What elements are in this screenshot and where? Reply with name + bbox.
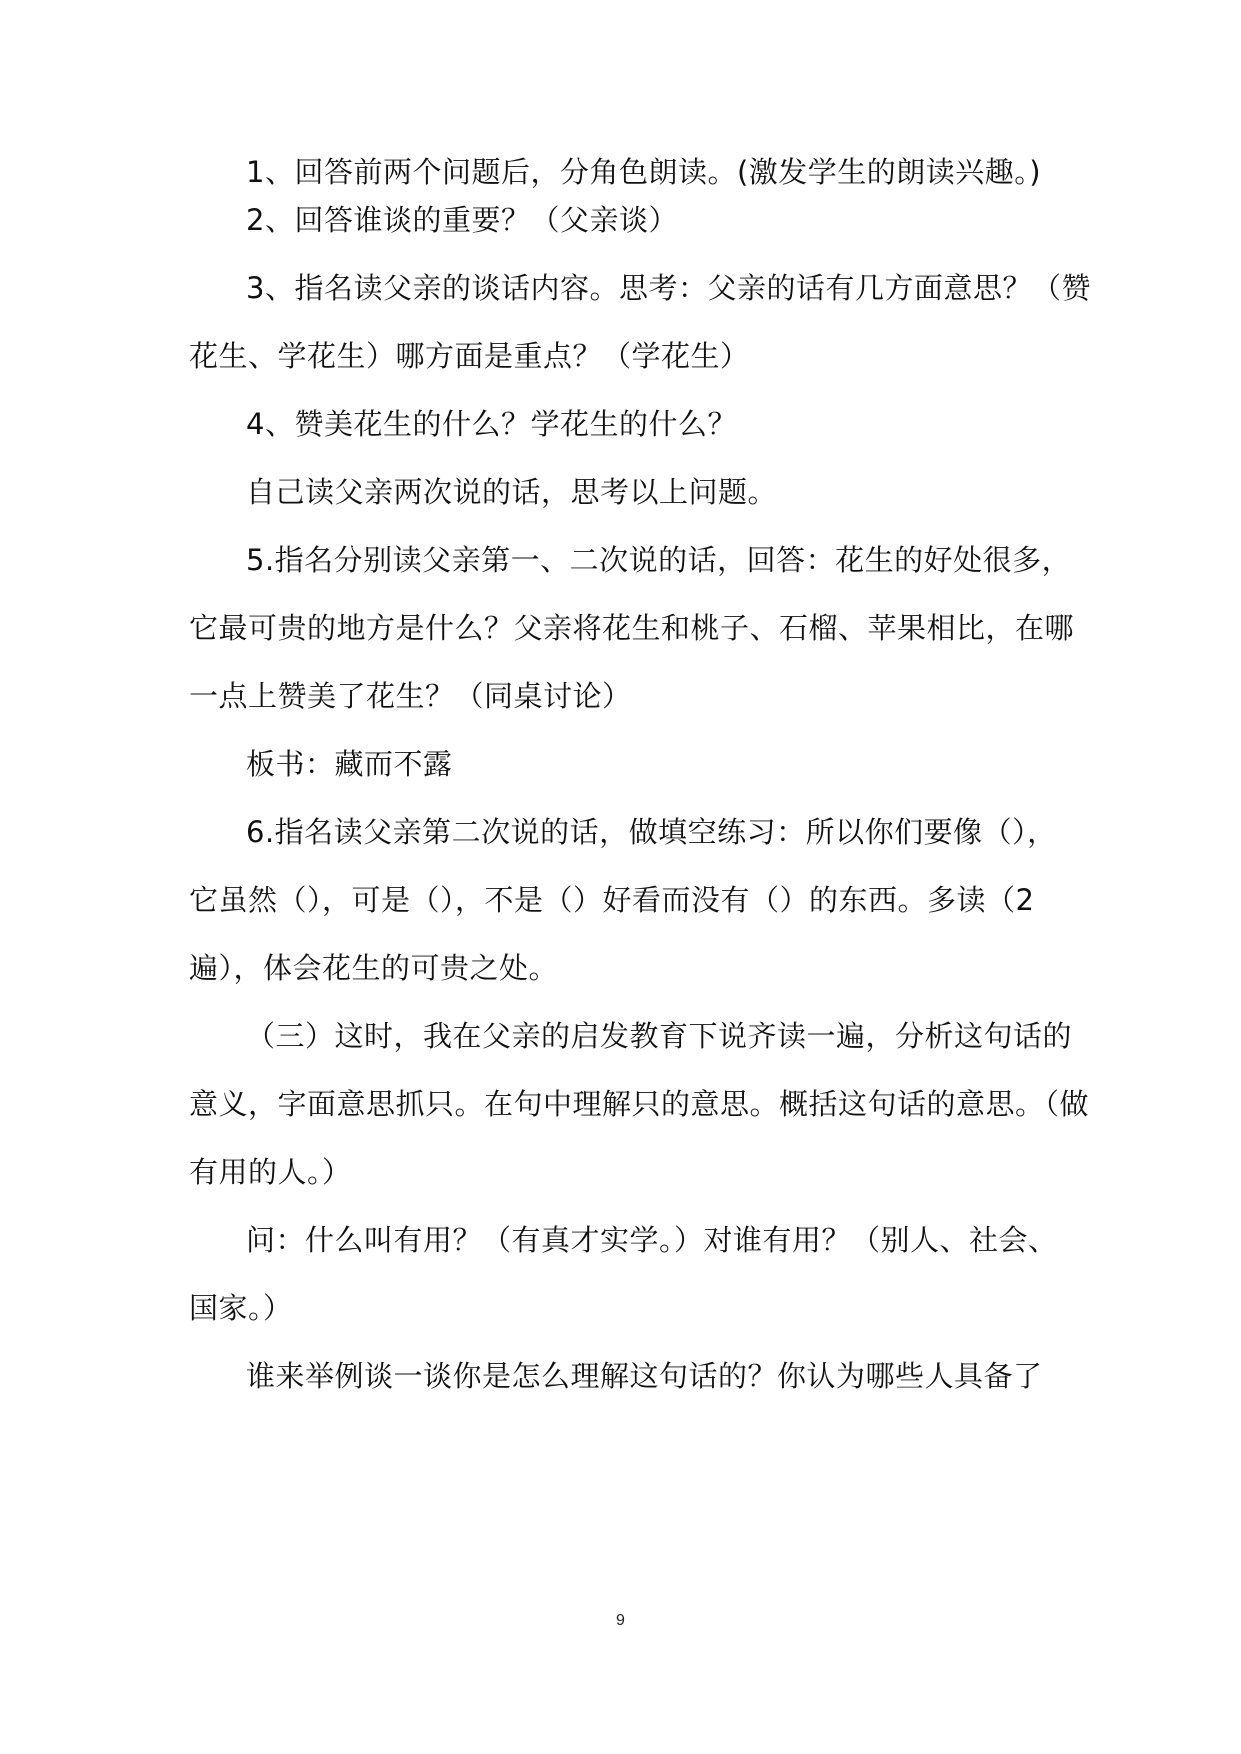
text-line: 3、指名读父亲的谈话内容。思考：父亲的话有几方面意思？（赞 xyxy=(246,271,1091,305)
text-line: 一点上赞美了花生？（同桌讨论） xyxy=(189,679,632,713)
text-line: 问：什么叫有用？（有真才实学。）对谁有用？（别人、社会、 xyxy=(246,1223,1058,1257)
text-line: （三）这时，我在父亲的启发教育下说齐读一遍，分析这句话的 xyxy=(246,1019,1073,1053)
text-line: 它虽然（），可是（），不是（）好看而没有（）的东西。多读（2 xyxy=(189,883,1035,917)
text-line: 它最可贵的地方是什么？父亲将花生和桃子、石榴、苹果相比，在哪 xyxy=(189,611,1075,645)
text-line: 花生、学花生）哪方面是重点？（学花生） xyxy=(189,339,750,373)
text-line: 意义，字面意思抓只。在句中理解只的意思。概括这句话的意思。（做 xyxy=(189,1087,1090,1121)
text-line: 4、赞美花生的什么？学花生的什么？ xyxy=(246,407,737,441)
text-line: 1、回答前两个问题后，分角色朗读。(激发学生的朗读兴趣。) xyxy=(246,155,1042,189)
text-line: 6.指名读父亲第二次说的话，做填空练习：所以你们要像（）， xyxy=(246,815,1057,849)
text-line: 2、回答谁谈的重要？（父亲谈） xyxy=(246,203,678,237)
text-line: 国家。） xyxy=(189,1291,293,1325)
text-line: 有用的人。） xyxy=(189,1155,352,1189)
text-line: 5.指名分别读父亲第一、二次说的话，回答：花生的好处很多， xyxy=(246,543,1072,577)
text-line: 谁来举例谈一谈你是怎么理解这句话的？你认为哪些人具备了 xyxy=(246,1359,1043,1393)
text-line: 板书：藏而不露 xyxy=(246,747,453,781)
page-number: 9 xyxy=(616,1612,625,1629)
text-line: 自己读父亲两次说的话，思考以上问题。 xyxy=(246,475,778,509)
text-line: 遍），体会花生的可贵之处。 xyxy=(189,951,559,985)
